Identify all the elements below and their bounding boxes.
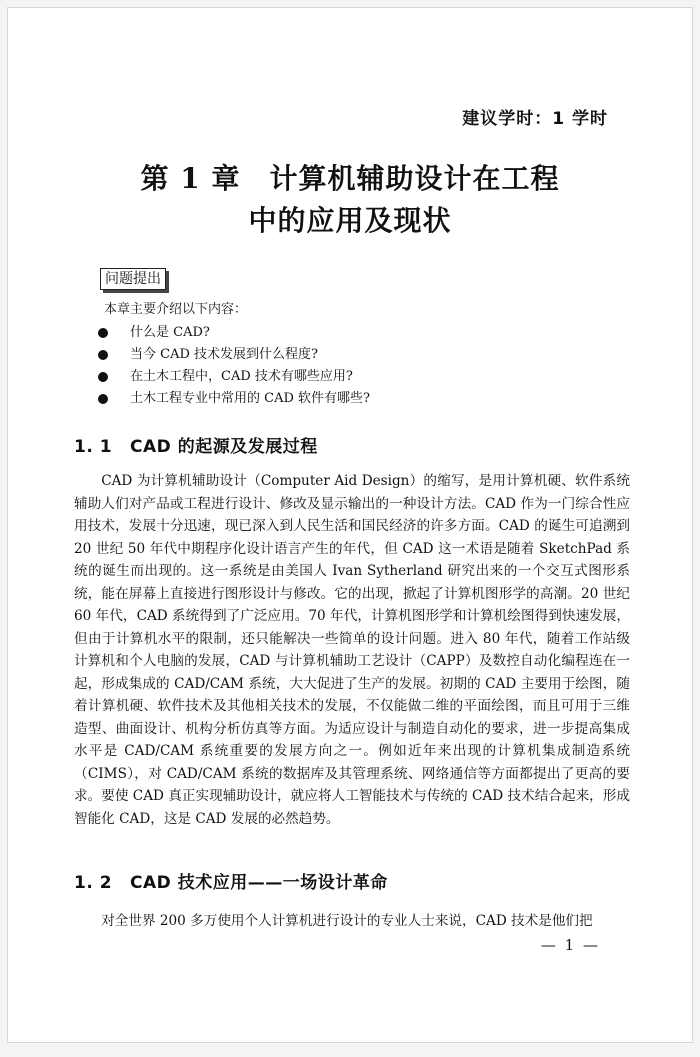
list-item-text: 当今 CAD 技术发展到什么程度? bbox=[130, 347, 318, 362]
section-title-text: CAD 技术应用——一场设计革命 bbox=[130, 873, 388, 893]
list-item bbox=[98, 344, 370, 366]
topic-list bbox=[98, 322, 370, 410]
bullet-icon bbox=[98, 372, 108, 382]
list-item-text: 在土木工程中，CAD 技术有哪些应用? bbox=[130, 369, 353, 384]
bullet-icon bbox=[98, 394, 108, 404]
section-heading-1-2 bbox=[74, 868, 388, 893]
question-box-label: 问题提出 bbox=[100, 268, 166, 290]
section-number: 1. 2 bbox=[74, 873, 113, 893]
list-item bbox=[98, 322, 370, 344]
page-number: — 1 — bbox=[540, 936, 600, 954]
chapter-title bbox=[8, 158, 692, 242]
section-title-text: CAD 的起源及发展过程 bbox=[130, 437, 318, 457]
study-hours: 建议学时：1 学时 bbox=[462, 109, 608, 129]
section-1-2-paragraph: 对全世界 200 多万使用个人计算机进行设计的专业人士来说，CAD 技术是他们把 bbox=[101, 913, 593, 929]
chapter-intro: 本章主要介绍以下内容： bbox=[104, 302, 248, 317]
section-heading-1-1 bbox=[74, 432, 318, 457]
bullet-icon bbox=[98, 328, 108, 338]
document-page bbox=[7, 7, 693, 1043]
chapter-title-line2: 中的应用及现状 bbox=[248, 204, 452, 237]
list-item-text: 什么是 CAD? bbox=[130, 325, 210, 340]
list-item bbox=[98, 388, 370, 410]
section-number: 1. 1 bbox=[74, 437, 113, 457]
bullet-icon bbox=[98, 350, 108, 360]
list-item-text: 土木工程专业中常用的 CAD 软件有哪些? bbox=[130, 391, 370, 406]
list-item bbox=[98, 366, 370, 388]
chapter-title-line1: 第 1 章 计算机辅助设计在工程 bbox=[140, 162, 560, 195]
section-1-1-paragraph: CAD 为计算机辅助设计（Computer Aid Design）的缩写，是用计算机硬、软件系统辅助人们对产品或工程进行设计、修改及显示输出的一种设计方法。CAD 作为一门综合性应用技术，发展十分迅速，现已深入到人民生活和国民经济的许多方面。CAD 的诞生可追溯到 20 世纪 50 年代中期程序化设计语言产生的年代，但 CAD 这一术语是随着 SketchPad 系统的诞生而出现的。这一系统是由美国人 Ivan Sytherland 研究出来的一个交互式图形系统，能在屏幕上直接进行图形设计与修改。它的出现，掀起了计算机图形学的高潮。20 世纪 60 年代，CAD 系统得到了广泛应用。70 年代，计算机图形学和计算机绘图得到快速发展，但由于计算机水平的限制，还只能解决一些简单的设计问题。进入 80 年代，随着工作站级计算机和个人电脑的发展，CAD 与计算机辅助工艺设计（CAPP）及数控自动化编程连在一起，形成集成的 CAD/CAM 系统，大大促进了生产的发展。初期的 CAD 主要用于绘图，随着计算机硬、软件技术及其他相关技术的发展，不仅能做二维的平面绘图，而且可用于三维造型、曲面设计、机构分析仿真等方面。为适应设计与制造自动化的要求，进一步提高集成水平是 CAD/CAM 系统重要的发展方向之一。例如近年来出现的计算机集成制造系统（CIMS），对 CAD/CAM 系统的数据库及其管理系统、网络通信等方面都提出了更高的要求。要使 CAD 真正实现辅助设计，就应将人工智能技术与传统的 CAD 技术结合起来，形成智能化 CAD，这是 CAD 发展的必然趋势。 bbox=[74, 473, 630, 827]
